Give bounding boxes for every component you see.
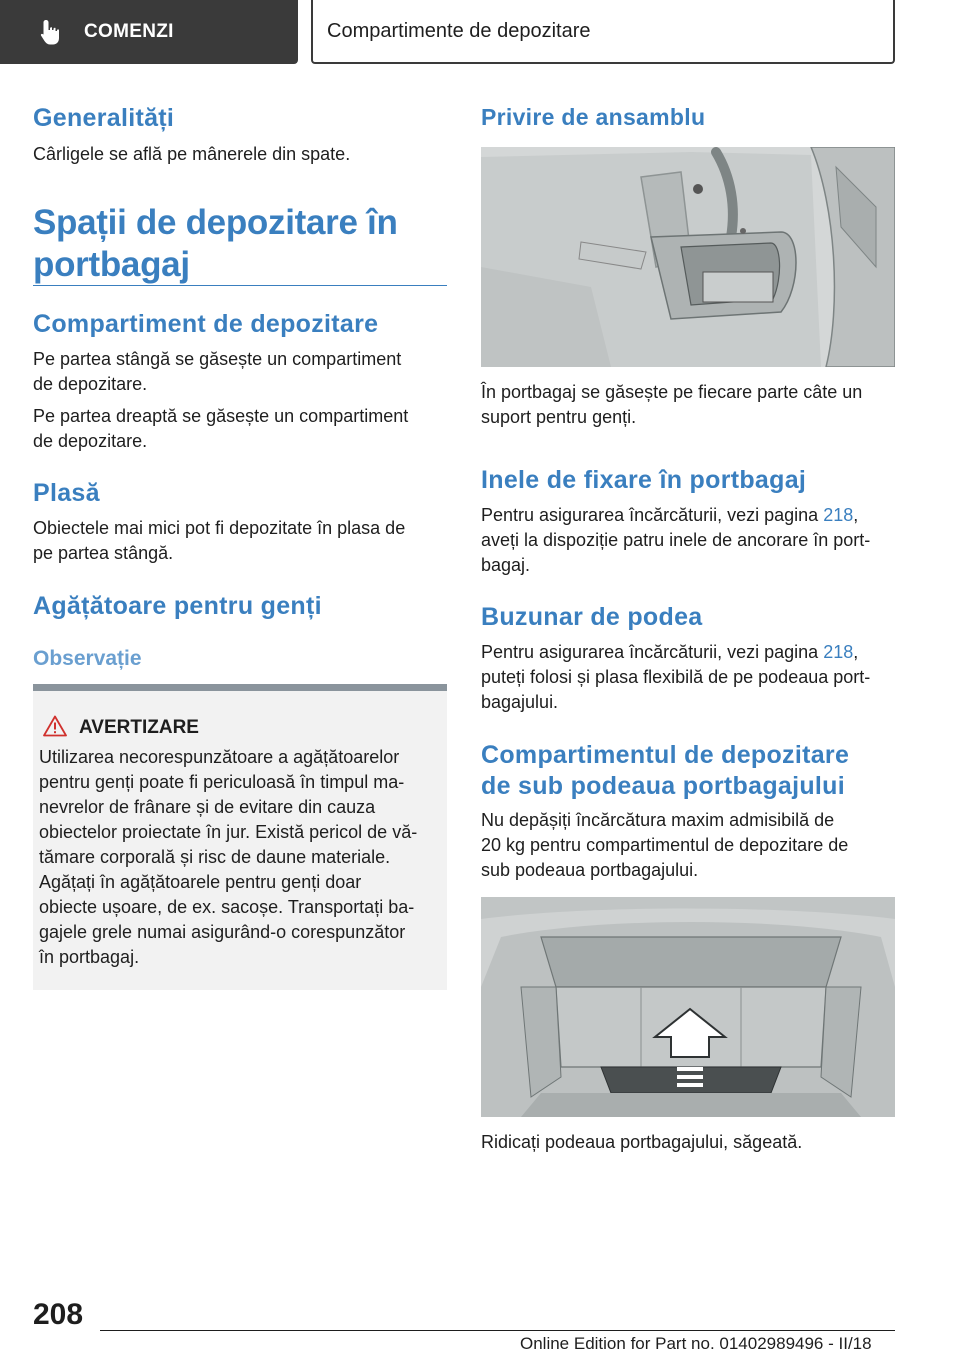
buzunar-line3: bagajului.	[481, 692, 559, 712]
warning-box	[33, 684, 447, 990]
caption1-line2: suport pentru genți.	[481, 407, 637, 427]
inele-line1	[481, 503, 895, 528]
page-link-218[interactable]: 218	[823, 505, 854, 525]
subpodea-title-line1: Compartimentul de depozitare	[481, 741, 850, 769]
plasa-line1: Obiectele mai mici pot fi depozitate în plasa de	[33, 518, 406, 538]
compartiment-p2-line1: Pe partea dreaptă se găsește un compartiment	[33, 406, 409, 426]
inele-text	[481, 503, 895, 578]
subpodea-line1: Nu depășiți încărcătura maxim admisibilă de	[481, 810, 835, 830]
heading-generalitati: Generalități	[33, 104, 175, 132]
caption1-line1: În portbagaj se găsește pe fiecare parte câte un	[481, 382, 863, 402]
buzunar-line2: puteți folosi și plasa flexibilă de pe podeaua port‐	[481, 667, 871, 687]
page-number: 208	[33, 1298, 84, 1331]
heading-agatatoare: Agățătoare pentru genți	[33, 592, 322, 620]
hand-pointer-icon	[38, 18, 64, 46]
warning-line: obiectelor proiectate în jur. Există pericol de vă‐	[39, 822, 418, 842]
plasa-line2: pe partea stângă.	[33, 543, 174, 563]
warning-line: pentru genți poate fi periculoasă în timpul ma‐	[39, 772, 405, 792]
trunk-floor-drawing	[481, 897, 895, 1117]
title-divider	[33, 285, 447, 286]
warning-line: obiecte ușoare, de ex. sacoșe. Transportați ba‐	[39, 897, 415, 917]
buzunar-text	[481, 640, 895, 715]
warning-triangle-icon	[43, 715, 67, 737]
warning-line: nevrelor de frânare și de evitare din cauza	[39, 797, 376, 817]
buzunar-line1-comma: ,	[853, 642, 859, 662]
inele-line1-text: Pentru asigurarea încărcăturii, vezi pagina	[481, 505, 824, 525]
footer-divider	[100, 1330, 895, 1331]
heading-privire: Privire de ansamblu	[481, 104, 706, 130]
buzunar-line1	[481, 640, 895, 665]
inele-line3: bagaj.	[481, 555, 531, 575]
section-label: COMENZI	[84, 21, 174, 42]
heading-compartiment: Compartiment de depozitare	[33, 310, 379, 338]
warning-line: gajele grele numai asigurând-o corespunzător	[39, 922, 406, 942]
warning-title: AVERTIZARE	[79, 717, 199, 738]
inele-line1-comma: ,	[853, 505, 859, 525]
main-title-line2: portbagaj	[33, 245, 190, 284]
trunk-floor-illustration	[481, 897, 895, 1117]
heading-observatie: Observație	[33, 647, 142, 670]
compartiment-p1-line1: Pe partea stângă se găsește un compartiment	[33, 349, 402, 369]
warning-line: tămare corporală și risc de daune materiale.	[39, 847, 391, 867]
main-title-line1: Spații de depozitare în	[33, 203, 398, 242]
edition-text: Online Edition for Part no. 01402989496 - II/18	[520, 1334, 872, 1353]
chapter-header	[311, 0, 895, 64]
plasa-text	[33, 516, 405, 566]
caption-suport	[481, 380, 862, 430]
compartiment-p2-line2: de depozitare.	[33, 431, 148, 451]
compartiment-p1-line2: de depozitare.	[33, 374, 148, 394]
section-tab[interactable]	[0, 0, 298, 64]
warning-line: Agățați în agățătoarele pentru genți doar	[39, 872, 362, 892]
subpodea-line3: sub podeaua portbagajului.	[481, 860, 699, 880]
warning-text	[39, 745, 443, 970]
subpodea-title-line2: de sub podeaua portbagajului	[481, 772, 845, 800]
inele-line2: aveți la dispoziție patru inele de ancorare în port‐	[481, 530, 871, 550]
trunk-side-illustration	[481, 147, 895, 367]
heading-buzunar: Buzunar de podea	[481, 603, 703, 631]
buzunar-line1-text: Pentru asigurarea încărcăturii, vezi pagina	[481, 642, 824, 662]
warning-line: în portbagaj.	[39, 947, 140, 967]
compartiment-p1	[33, 347, 401, 397]
trunk-compartment-drawing	[481, 147, 895, 367]
heading-plasa: Plasă	[33, 479, 100, 507]
heading-inele: Inele de fixare în portbagaj	[481, 466, 807, 494]
generalitati-text: Cârligele se află pe mânerele din spate.	[33, 144, 351, 164]
caption-ridicati: Ridicați podeaua portbagajului, săgeată.	[481, 1132, 803, 1152]
page-main-title	[33, 202, 398, 286]
warning-line: Utilizarea necorespunzătoare a agățătoarelor	[39, 747, 400, 767]
heading-subpodea	[481, 740, 849, 802]
subpodea-text	[481, 808, 848, 883]
page-link-218[interactable]: 218	[823, 642, 854, 662]
chapter-title: Compartimente de depozitare	[327, 19, 591, 42]
compartiment-p2	[33, 404, 408, 454]
subpodea-line2: 20 kg pentru compartimentul de depozitare de	[481, 835, 849, 855]
